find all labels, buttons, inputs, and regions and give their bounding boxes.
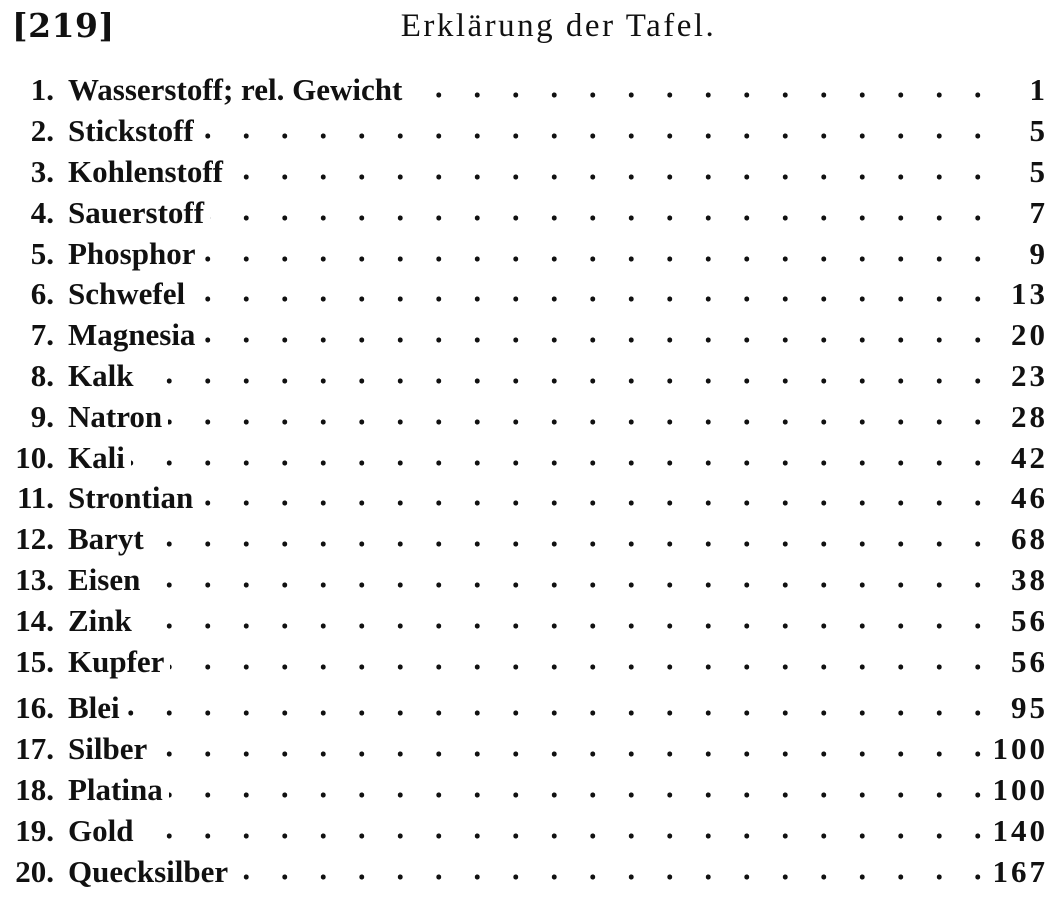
relative-weight-value: 100 — [987, 731, 1049, 767]
row-number: 12. — [15, 521, 54, 557]
table-row — [0, 315, 1057, 356]
relative-weight-value: 38 — [1005, 562, 1048, 598]
row-number: 14. — [15, 602, 54, 638]
dot-leader — [82, 274, 997, 315]
dot-leader — [82, 688, 997, 729]
table-row — [0, 356, 1057, 397]
row-number: 15. — [15, 643, 54, 679]
row-number: 3. — [30, 153, 54, 189]
dot-leader — [82, 641, 997, 682]
row-number: 8. — [30, 357, 54, 393]
element-name: Quecksilber — [68, 854, 234, 890]
row-number: 7. — [30, 317, 54, 353]
dot-leader — [82, 437, 997, 478]
row-number: 1. — [30, 72, 54, 108]
table-row — [0, 233, 1057, 274]
relative-weight-value: 56 — [1005, 603, 1048, 639]
table-row — [0, 152, 1057, 193]
element-name: Baryt — [68, 521, 150, 557]
element-name: Kohlenstoff — [68, 154, 229, 190]
relative-weight-value: 28 — [1005, 399, 1048, 435]
element-name: Strontian — [68, 480, 199, 516]
table-row — [0, 600, 1057, 641]
table-row — [0, 396, 1057, 437]
table-row — [0, 560, 1057, 601]
row-number: 17. — [15, 731, 54, 767]
dot-leader — [82, 519, 997, 560]
row-number: 2. — [30, 113, 54, 149]
row-number: 13. — [15, 561, 54, 597]
element-name: Eisen — [68, 562, 146, 598]
table-row — [0, 437, 1057, 478]
relative-weight-value: 7 — [1024, 195, 1049, 231]
row-number: 16. — [15, 690, 54, 726]
element-name: Silber — [68, 731, 153, 767]
element-name: Platina — [68, 772, 169, 808]
dot-leader — [82, 560, 997, 601]
row-number: 20. — [15, 853, 54, 889]
element-name: Wasserstoff; rel. Gewicht — [68, 72, 408, 108]
relative-weight-value: 68 — [1005, 521, 1048, 557]
relative-weight-value: 56 — [1005, 644, 1048, 680]
element-name: Zink — [68, 603, 138, 639]
dot-leader — [82, 600, 997, 641]
element-name: Magnesia — [68, 317, 201, 353]
element-name: Kali — [68, 440, 131, 476]
relative-weight-value: 9 — [1024, 236, 1049, 272]
dot-leader — [82, 810, 997, 851]
table-row — [0, 810, 1057, 851]
row-number: 18. — [15, 771, 54, 807]
relative-weight-value: 42 — [1005, 440, 1048, 476]
table-row — [0, 192, 1057, 233]
relative-weight-value: 100 — [987, 772, 1049, 808]
row-number: 5. — [30, 235, 54, 271]
element-name: Schwefel — [68, 276, 191, 312]
page-title: Erklärung der Tafel. — [400, 8, 717, 44]
table-row — [0, 770, 1057, 811]
dot-leader — [82, 356, 997, 397]
table-row — [0, 274, 1057, 315]
table-row — [0, 478, 1057, 519]
table-row — [0, 70, 1057, 111]
relative-weight-value: 1 — [1024, 72, 1049, 108]
relative-weight-value: 95 — [1005, 690, 1048, 726]
dot-leader — [82, 770, 997, 811]
element-name: Phosphor — [68, 236, 201, 272]
relative-weight-value: 5 — [1024, 154, 1049, 190]
element-name: Stickstoff — [68, 113, 200, 149]
row-number: 11. — [16, 480, 54, 516]
element-weight-table — [0, 70, 1057, 892]
relative-weight-value: 23 — [1005, 358, 1048, 394]
page-number: [219] — [12, 6, 115, 45]
relative-weight-value: 167 — [987, 854, 1049, 890]
table-row — [0, 519, 1057, 560]
element-name: Kalk — [68, 358, 139, 394]
dot-leader — [82, 192, 997, 233]
relative-weight-value: 140 — [987, 813, 1049, 849]
dot-leader — [82, 233, 997, 274]
row-number: 4. — [30, 194, 54, 230]
dot-leader — [82, 396, 997, 437]
dot-leader — [82, 315, 997, 356]
row-number: 6. — [30, 276, 54, 312]
element-name: Natron — [68, 399, 168, 435]
row-number: 9. — [30, 398, 54, 434]
dot-leader — [82, 729, 997, 770]
element-name: Gold — [68, 813, 139, 849]
table-row — [0, 688, 1057, 729]
element-name: Sauerstoff — [68, 195, 210, 231]
relative-weight-value: 20 — [1005, 317, 1048, 353]
relative-weight-value: 46 — [1005, 480, 1048, 516]
relative-weight-value: 13 — [1005, 276, 1048, 312]
row-number: 10. — [15, 439, 54, 475]
dot-leader — [82, 478, 997, 519]
row-number: 19. — [15, 812, 54, 848]
element-name: Kupfer — [68, 644, 170, 680]
element-name: Blei — [68, 690, 126, 726]
table-row — [0, 641, 1057, 682]
table-row — [0, 729, 1057, 770]
table-row — [0, 851, 1057, 892]
table-row — [0, 111, 1057, 152]
relative-weight-value: 5 — [1024, 113, 1049, 149]
dot-leader — [82, 111, 997, 152]
